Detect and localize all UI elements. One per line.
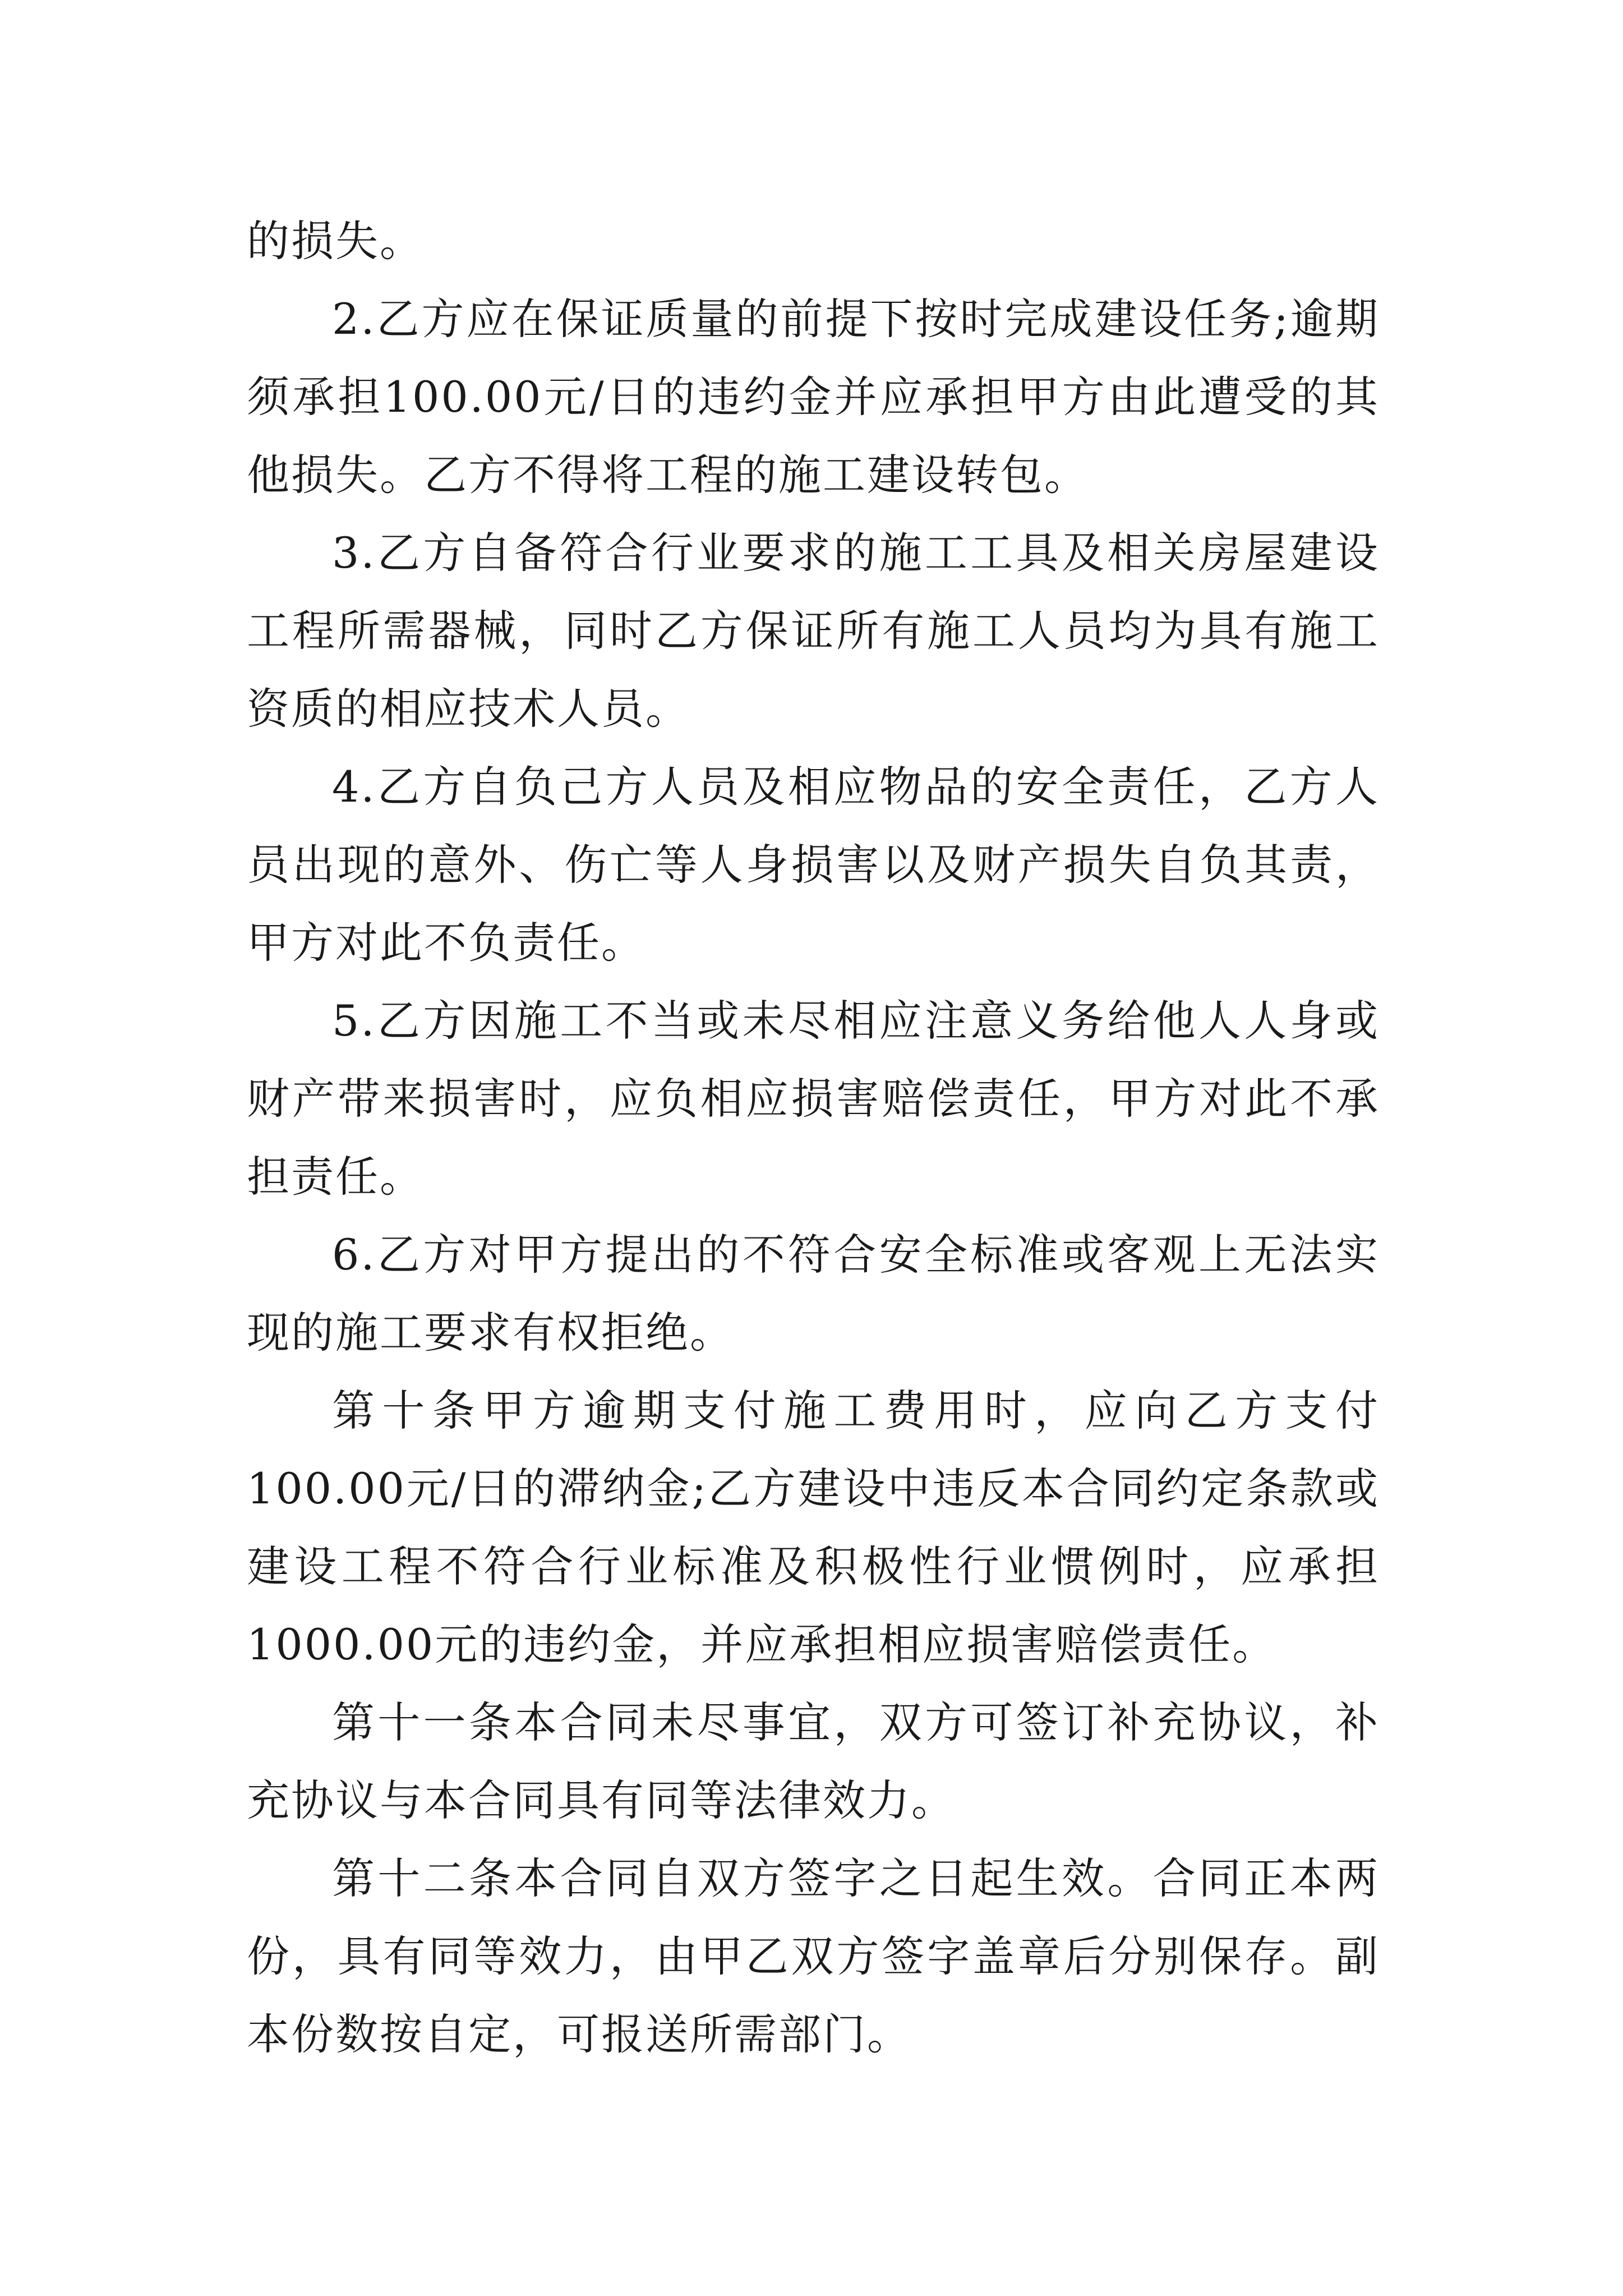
- paragraph-article-10: 第十条甲方逾期支付施工费用时，应向乙方支付100.00元/日的滞纳金;乙方建设中违反本合同约定条款或建设工程不符合行业标准及积极性行业惯例时，应承担1000.00元的违约金，并应承担相应损害赔偿责任。: [247, 1386, 1380, 1669]
- paragraph-clause-6: 6.乙方对甲方提出的不符合安全标准或客观上无法实现的施工要求有权拒绝。: [247, 1230, 1380, 1358]
- paragraph-article-12: 第十二条本合同自双方签字之日起生效。合同正本两份，具有同等效力，由甲乙双方签字盖章后分别保存。副本份数按自定，可报送所需部门。: [247, 1853, 1380, 2059]
- paragraph-article-11: 第十一条本合同未尽事宜，双方可签订补充协议，补充协议与本合同具有同等法律效力。: [247, 1697, 1380, 1825]
- paragraph-clause-2: 2.乙方应在保证质量的前提下按时完成建设任务;逾期须承担100.00元/日的违约金并应承担甲方由此遭受的其他损失。乙方不得将工程的施工建设转包。: [247, 294, 1380, 500]
- paragraph-clause-4: 4.乙方自负己方人员及相应物品的安全责任，乙方人员出现的意外、伤亡等人身损害以及财产损失自负其责，甲方对此不负责任。: [247, 762, 1380, 968]
- paragraph-clause-3: 3.乙方自备符合行业要求的施工工具及相关房屋建设工程所需器械，同时乙方保证所有施工人员均为具有施工资质的相应技术人员。: [247, 528, 1380, 734]
- document-body: [247, 202, 1380, 2073]
- paragraph-clause-5: 5.乙方因施工不当或未尽相应注意义务给他人人身或财产带来损害时，应负相应损害赔偿责任，甲方对此不承担责任。: [247, 996, 1380, 1202]
- paragraph-continuation: 的损失。: [247, 216, 424, 266]
